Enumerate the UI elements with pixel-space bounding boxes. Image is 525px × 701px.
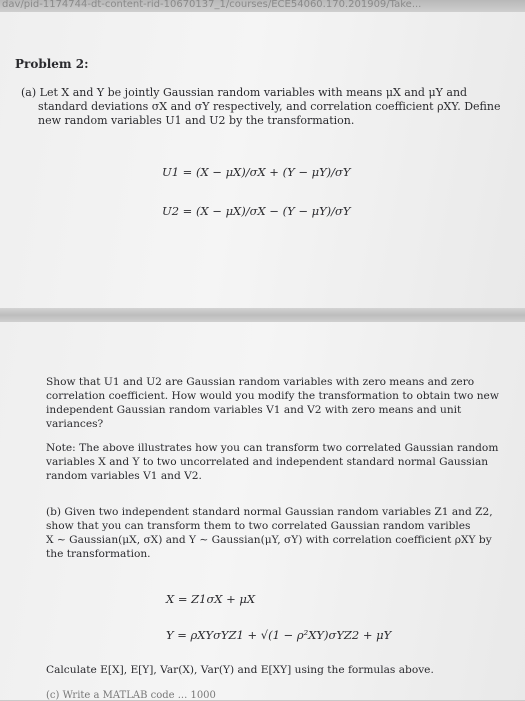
problem-heading: Problem 2: xyxy=(15,57,89,71)
equation-u2: U2 = (X − μX)/σX − (Y − μY)/σY xyxy=(162,204,351,218)
browser-url-strip: dav/pid-1174744-dt-content-rid-10670137_1/courses/ECE54060.170.201909/Take... xyxy=(0,0,525,12)
part-c-cutoff-text: (c) Write a MATLAB code ... 1000 xyxy=(46,690,216,701)
page-fold-gap xyxy=(0,308,525,322)
note-line-3: random variables V1 and V2. xyxy=(46,470,202,482)
equation-y: Y = ρXYσYZ1 + √(1 − ρ²XY)σYZ2 + μY xyxy=(166,628,392,642)
part-b-line-4: the transformation. xyxy=(46,548,151,560)
part-a-line-3: new random variables U1 and U2 by the transformation. xyxy=(38,114,355,127)
show-line-2: correlation coefficient. How would you modify the transformation to obtain two new xyxy=(46,390,499,402)
part-b-line-3: X ∼ Gaussian(μX, σX) and Y ∼ Gaussian(μY, σY) with correlation coefficient ρXY by xyxy=(46,534,492,546)
part-a-line-2: standard deviations σX and σY respectively, and correlation coefficient ρXY. Define xyxy=(38,100,501,113)
equation-u1: U1 = (X − μX)/σX + (Y − μY)/σY xyxy=(162,165,351,179)
part-b-line-2: show that you can transform them to two correlated Gaussian random varibles xyxy=(46,520,471,532)
part-a-line-1: (a) Let X and Y be jointly Gaussian random variables with means μX and μY and xyxy=(21,86,468,99)
show-line-4: variances? xyxy=(46,418,104,430)
equation-x: X = Z1σX + μX xyxy=(166,592,256,606)
part-b-line-1: (b) Given two independent standard normal Gaussian random variables Z1 and Z2, xyxy=(46,506,493,518)
show-line-1: Show that U1 and U2 are Gaussian random variables with zero means and zero xyxy=(46,376,475,388)
calculate-line: Calculate E[X], E[Y], Var(X), Var(Y) and E[XY] using the formulas above. xyxy=(46,664,434,676)
note-line-1: Note: The above illustrates how you can transform two correlated Gaussian random xyxy=(46,442,499,454)
note-line-2: variables X and Y to two uncorrelated and independent standard normal Gaussian xyxy=(46,456,489,468)
show-line-3: independent Gaussian random variables V1 and V2 with zero means and unit xyxy=(46,404,462,416)
